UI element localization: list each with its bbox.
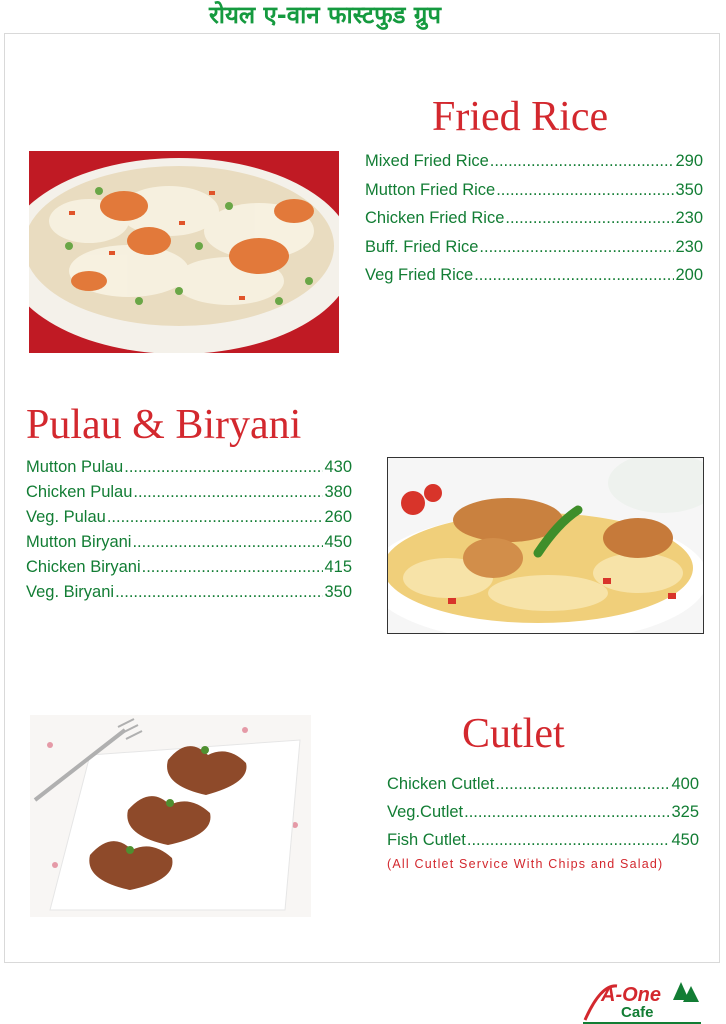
item-name: Veg Fried Rice xyxy=(365,266,474,284)
menu-item xyxy=(365,238,703,267)
item-price: 290 xyxy=(675,152,703,170)
dot-leader xyxy=(495,775,670,794)
item-name: Chicken Pulau xyxy=(26,483,133,501)
item-name: Mutton Fried Rice xyxy=(365,180,496,199)
menu-item xyxy=(365,152,703,181)
fried-rice-list xyxy=(365,152,703,295)
item-name: Veg. Pulau xyxy=(26,508,106,526)
item-name: Mutton Pulau xyxy=(26,458,124,476)
dot-leader xyxy=(490,152,675,171)
menu-item xyxy=(26,508,352,533)
item-price: 260 xyxy=(324,508,352,526)
logo-brand-text: A-One xyxy=(601,984,661,1006)
item-price: 430 xyxy=(324,458,352,476)
menu-item xyxy=(387,831,699,859)
fried-rice-title: Fried Rice xyxy=(432,94,609,140)
menu-item xyxy=(26,458,352,483)
item-price: 200 xyxy=(675,266,703,284)
menu-item xyxy=(365,209,703,238)
item-price: 230 xyxy=(675,209,703,227)
cutlet-list xyxy=(387,775,699,859)
menu-item xyxy=(387,803,699,831)
dot-leader xyxy=(479,238,674,257)
dot-leader xyxy=(467,831,671,850)
menu-item xyxy=(26,558,352,583)
item-price: 400 xyxy=(671,775,699,793)
item-price: 350 xyxy=(675,180,703,199)
logo-sub-text: Cafe xyxy=(621,1004,654,1021)
item-name: Buff. Fried Rice xyxy=(365,237,479,256)
menu-item xyxy=(365,181,703,210)
pulau-biryani-title: Pulau & Biryani xyxy=(26,402,302,448)
biryani-photo xyxy=(387,457,704,634)
pulau-biryani-list xyxy=(26,458,352,608)
dot-leader xyxy=(496,181,674,200)
item-name: Chicken Biryani xyxy=(26,558,141,576)
item-name: Mutton Biryani xyxy=(26,533,132,551)
fried-rice-photo xyxy=(29,151,339,353)
item-price: 450 xyxy=(671,831,699,849)
item-name: Chicken Fried Rice xyxy=(365,209,505,227)
dot-leader xyxy=(464,803,670,822)
item-price: 415 xyxy=(324,558,352,576)
brand-header: रोयल ए-वान फास्टफुड ग्रुप xyxy=(208,1,442,29)
item-name: Mixed Fried Rice xyxy=(365,152,489,170)
cutlet-title: Cutlet xyxy=(462,711,565,757)
dot-leader xyxy=(132,533,323,552)
item-name: Veg. Biryani xyxy=(26,583,115,601)
cutlet-photo xyxy=(30,715,311,917)
item-name: Chicken Cutlet xyxy=(387,775,495,793)
dot-leader xyxy=(133,483,323,502)
menu-item xyxy=(387,775,699,803)
dot-leader xyxy=(505,209,674,228)
dot-leader xyxy=(142,558,324,577)
dot-leader xyxy=(115,583,323,602)
item-name: Veg.Cutlet xyxy=(387,803,464,821)
item-price: 230 xyxy=(675,237,703,256)
dot-leader xyxy=(474,266,674,285)
dot-leader xyxy=(107,508,324,527)
item-name: Fish Cutlet xyxy=(387,831,466,849)
item-price: 350 xyxy=(324,583,352,601)
menu-item xyxy=(365,266,703,295)
dot-leader xyxy=(124,458,323,477)
menu-item xyxy=(26,483,352,508)
a-one-cafe-logo xyxy=(583,978,701,1024)
cutlet-note: (All Cutlet Service With Chips and Salad) xyxy=(387,857,664,871)
item-price: 450 xyxy=(324,533,352,551)
menu-item xyxy=(26,533,352,558)
menu-item xyxy=(26,583,352,608)
item-price: 380 xyxy=(324,483,352,501)
item-price: 325 xyxy=(671,803,699,821)
